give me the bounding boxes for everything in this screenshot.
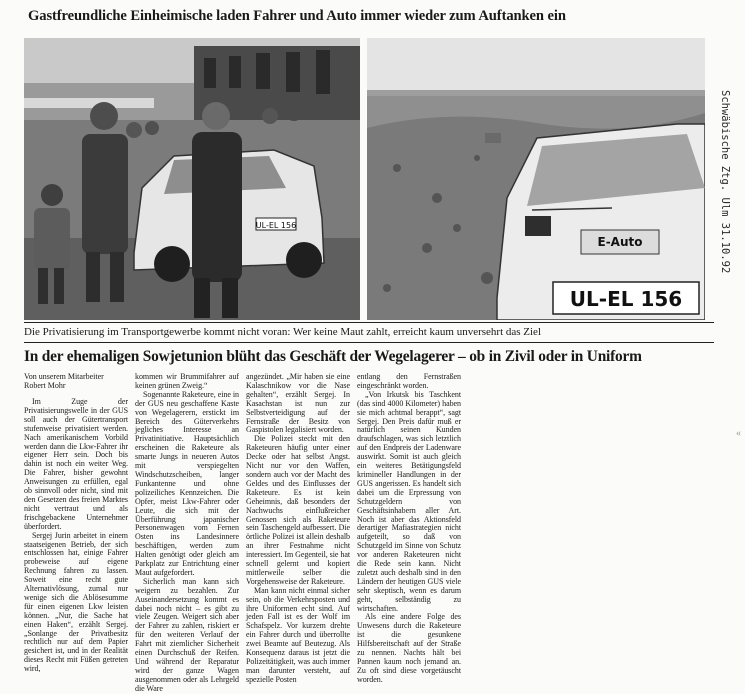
column-paragraph: kommen wir Brummifahrer auf keinen grünen Zweig.“ — [135, 372, 239, 390]
rule-below-caption — [24, 342, 714, 343]
archive-stamp-text: Schwäbische Ztg. Ulm 31.10.92 — [719, 90, 731, 274]
column-paragraph: Man kann nicht einmal sicher sein, ob die Verkehrsposten und ihre Uniformen echt sind. Auf jeden Fall ist es der Wolf im Schafspelz. Vor kurzem drehte ein Fahrer durch und überrollte zwei Beamte auf Beutezug. Als Konsequenz daraus ist jetzt die Polizeitätigkeit, was auch immer man darunter versteht, auf spezielle Posten — [246, 585, 350, 684]
column-paragraph: Im Zuge der Privatisierungswelle in der GUS soll auch der Gütertransport stufenweise privatisiert werden. Nach amerikanischem Vorbild werden dann die Lkw-Fahrer ihr eigener Herr sein. Doch bis dahin ist noch ein weiter Weg. Die Fahrer, bisher gewohnt Anweisungen zu erfüllen, egal ob sinnvoll oder nicht, sind mit den Gesetzen des freien Marktes nicht vertraut und als frischgebackene Unternehmer überfordert. — [24, 397, 128, 531]
photo-heading: Gastfreundliche Einheimische laden Fahrer und Auto immer wieder zum Auftanken ein — [28, 8, 566, 24]
column-paragraph: angezündet. „Mir haben sie eine Kalaschnikow vor die Nase gehalten“, erzählt Sergej. In Kasachstan ist nun zur Selbstverteidigung auf der Fernstraße der Besitz von Gaspistolen legalisiert worden. — [246, 372, 350, 435]
photo-right — [367, 38, 705, 320]
article-headline: In der ehemaligen Sowjetunion blüht das Geschäft der Wegelagerer – ob in Zivil oder in Uniform — [24, 348, 642, 365]
column-paragraph: Sicherlich man kann sich weigern zu bezahlen. Zur Auseinandersetzung kommt es dabei noch nicht – es gibt zu viele Zeugen. Weigert sich aber der Fahrer zu zahlen, riskiert er für den weiteren Verlauf der Fahrt mit ziemlicher Sicherheit einen Durchschuß der Reifen. Und während der Reparatur wird der ganze Wagen ausgenommen oder als Lehrgeld die Ware — [135, 576, 239, 693]
column-paragraph: Als eine andere Folge des Unwesens durch die Raketeure ist die gesunkene Hilfsbereitschaft auf der Straße zu nennen. Nachts hält bei Pannen kaum noch jemand an. Zu oft sind diese vorgetäuscht worden. — [357, 612, 461, 684]
photo-left-image — [24, 38, 360, 320]
photo-caption: Die Privatisierung im Transportgewerbe kommt nicht voran: Wer keine Maut zahlt, erreicht kaum unversehrt das Ziel — [24, 326, 541, 338]
byline — [24, 372, 104, 390]
column-paragraph: Sergej Jurin arbeitet in einem staatseigenen Betrieb, der sich entschlossen hat, einige Fahrer probeweise auf eigene Rechnung fahren zu lassen. Soweit eine recht gute Alternativlösung, zumal nur wenige sich die Ablösesumme für einen eigenen Lkw leisten können. „Nur, die Sache hat einen Haken“, erzählt Sergej. „Sonlange der Privatbesitz rechtlich nur auf dem Papier gesichert ist, und in der Realität dieses Recht mit Füßen getreten wird, — [24, 530, 128, 674]
archive-stamp — [716, 90, 736, 330]
right-car-plate: UL-EL 156 — [569, 287, 683, 311]
rule-above-caption — [24, 322, 714, 323]
article-column-1 — [24, 398, 128, 674]
left-car-plate: UL-EL 156 — [255, 221, 297, 230]
article-column-3 — [246, 373, 350, 685]
article-column-4 — [357, 373, 461, 685]
column-paragraph: „Von Irkutsk bis Taschkent (das sind 4000 Kilometer) haben sie mich achtmal berappt“, sagt Sergej. Den Preis dafür muß er natürlich seinen Kunden draufschlagen, was sich letztlich auf den Endpreis der Ladenware auswirkt. Somit ist auch gleich ein weiteres Betätigungsfeld krimineller Handlungen in der GUS angerissen. Es handelt sich dabei um die Erpressung von Schutzgeldern von Geschäftsinhabern aller Art. Noch ist aber das Aktionsfeld derartiger Mafiastrategien nicht aufgeteilt, so daß von Schutzgeld im Sinne von Schutz vor anderen Raketeuren nicht die Rede sein kann. Nicht zuletzt auch deshalb sind in den Ländern der heutigen GUS viele sehr skeptisch, wenn es darum geht, selbständig zu wirtschaften. — [357, 389, 461, 613]
byline-line-1: Von unserem Mitarbeiter — [24, 372, 104, 381]
article-column-2 — [135, 373, 239, 694]
column-paragraph: Sogenannte Raketeure, eine in der GUS neu geschaffene Kaste von Wegelagerern, erstickt im Bereich des Güterverkehrs jegliches Interesse an Privatinitiative. Hauptsächlich erscheinen die Raketeure als smarte Jungs in neueren Autos mit verspiegelten Windschutzscheiben, langer Funkantenne und ohne polizeiliches Kennzeichen. Die Opfer, meist Lkw-Fahrer oder Leute, die sich mit der Überführung japanischer Personenwagen vom Fernen Osten ins Landesinnere beschäftigen, werden zum Halten genötigt oder gleich am Parkplatz zur Entrichtung einer Maut aufgefordert. — [135, 389, 239, 577]
photo-left — [24, 38, 360, 320]
right-car-sign: E-Auto — [597, 235, 643, 249]
column-paragraph: Die Polizei steckt mit den Raketeuren häufig unter einer Decke oder hat selbst Angst. Nicht nur vor den Waffen, sondern auch vor der Macht des Geldes und des Einflusses der Raketeure. Es ist kein Geheimnis, daß besonders der Nachwuchs einflußreicher Genossen sich als Raketeure sein Taschengeld aufbessert. Die örtliche Polizei ist allein deshalb an ihrer Festnahme nicht interessiert. Im Gegenteil, sie hat schnell gelernt und kopiert mittlerweile selber die Vorgehensweise der Raketeure. — [246, 434, 350, 586]
byline-author: Robert Mohr — [24, 381, 66, 390]
column-paragraph: entlang den Fernstraßen eingeschränkt worden. — [357, 372, 461, 390]
photo-right-image — [367, 38, 705, 320]
margin-mark: « — [736, 428, 741, 439]
